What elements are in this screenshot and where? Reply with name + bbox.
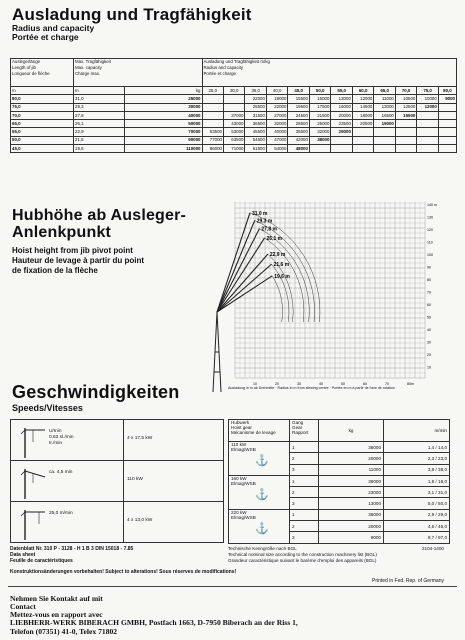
- speed-left-value: 4 x 13,0 kW: [127, 518, 153, 523]
- hook-height-curve: [272, 276, 282, 322]
- contact-line-4: LIEBHERR-WERK BIBERACH GMBH, Postfach 1663, D-7950 Biberach an der Riss 1,: [10, 618, 298, 627]
- contact-line-5: Telefon (07351) 41-0, Telex 71802: [10, 627, 118, 636]
- capacity-cell: [223, 95, 244, 103]
- hoist-gear-cell: [229, 509, 290, 543]
- bgl-code: 2104-1400: [422, 546, 444, 551]
- capacity-cell: 25000: [309, 120, 330, 128]
- jib-length: 80,0: [11, 95, 74, 103]
- gear-load: 9000: [319, 532, 384, 543]
- radius-head-0: 25,0: [202, 87, 223, 95]
- capacity-cell: 29000: [331, 128, 352, 136]
- table-row: [11, 103, 457, 111]
- y-tick-label: 30: [427, 340, 431, 345]
- capacity-cell: 63500: [202, 128, 223, 136]
- capacity-cell: 16000: [331, 103, 352, 111]
- diagram-axis-note: Ausladung in m ab Drehmitte · Radius in m from slewing centre · Portée en m à partir de l'axe de rotation: [228, 386, 395, 390]
- col-head-radius-de: Ausladung und Tragfähigkeit m/kg: [203, 59, 270, 64]
- gear-no: 2: [290, 521, 319, 532]
- gear-speed: 3,8 / 38,0: [384, 464, 450, 475]
- capacity-cell: 35500: [288, 128, 309, 136]
- contact-line-3: Mettez-vous en rapport avec: [10, 610, 103, 619]
- gear-no: 1: [290, 509, 319, 520]
- y-tick-label: 80: [427, 278, 431, 282]
- hook-text-fr-1: Hauteur de levage à partir du point: [12, 256, 145, 265]
- radius-head-10: 75,0: [417, 87, 438, 95]
- gear-no: 3: [290, 498, 319, 509]
- hook-title-1: Hubhöhe ab Ausleger-: [12, 207, 187, 224]
- gear-no: 3: [290, 464, 319, 475]
- capacity-cell: 14500: [352, 103, 373, 111]
- capacity-cell: 18000: [352, 111, 373, 119]
- capacity-cell: 38000: [309, 136, 330, 144]
- bgl-fr: Grandeur caractéristique suivant le barème d'emploi des appareils (BGL): [228, 558, 377, 563]
- capacity-cell: 20500: [352, 120, 373, 128]
- col-head-jib: [11, 59, 74, 87]
- speeds-right-table-wrap: [228, 419, 450, 544]
- y-tick-label: 90: [427, 265, 431, 270]
- radius-head-3: 40,0: [266, 87, 287, 95]
- y-tick-label: 140 m: [427, 203, 437, 207]
- capacity-cell: 9000: [438, 95, 456, 103]
- capacity-cell: [395, 136, 416, 144]
- capacity-cell: 63500: [223, 136, 244, 144]
- gear-head: Hubwerk Hoist gear Mécanisme de levage: [229, 420, 290, 442]
- capacity-cell: 37000: [223, 111, 244, 119]
- capacity-cell: 27000: [266, 111, 287, 119]
- speeds-subtitle: Speeds/Vitesses: [12, 403, 83, 413]
- capacity-cell: [438, 145, 456, 153]
- capacity-cell: [395, 145, 416, 153]
- radius-head-9: 70,0: [395, 87, 416, 95]
- speed-left-row: [11, 420, 223, 461]
- capacity-cell: [223, 103, 244, 111]
- capacity-cell: 11000: [374, 95, 395, 103]
- max-radius: 26,1: [74, 120, 125, 128]
- hook-text-en: Hoist height from jib pivot point: [12, 246, 133, 255]
- capacity-cell: 21500: [309, 111, 330, 119]
- max-capacity: 25000: [125, 95, 202, 103]
- capacity-cell: [202, 95, 223, 103]
- max-radius: 31,0: [74, 95, 125, 103]
- col-head-jib-fr: Longueur de flèche: [12, 71, 50, 76]
- speeds-left-table: [10, 419, 224, 543]
- gear-load: 36000: [319, 442, 384, 453]
- capacity-cell: [417, 136, 438, 144]
- max-capacity: 50000: [125, 120, 202, 128]
- subtitle-en: Radius and capacity: [12, 23, 95, 33]
- jib-length: 75,0: [11, 103, 74, 111]
- capacity-cell: 15500: [288, 95, 309, 103]
- column-divider: [123, 461, 124, 501]
- capacity-cell: 19000: [266, 95, 287, 103]
- hook-title-2: Anlenkpunkt: [12, 224, 112, 241]
- max-capacity: 90000: [125, 136, 202, 144]
- table-row: [229, 509, 450, 520]
- speed-head: m/min: [384, 420, 450, 442]
- capacity-cell: 22000: [245, 95, 266, 103]
- gear-speed: 4,6 / 46,0: [384, 521, 450, 532]
- col-head-jib-en: Length of jib: [12, 65, 36, 70]
- speed-left-label: ca. 4,5 min: [49, 470, 73, 475]
- jib-label: 27,8 m: [261, 226, 277, 233]
- gear-speed: 2,9 / 29,0: [384, 509, 450, 520]
- y-tick-label: 10: [427, 365, 431, 370]
- divider: [8, 586, 457, 587]
- capacity-cell: 19500: [288, 103, 309, 111]
- unit-row: [11, 87, 457, 95]
- capacity-cell: 12000: [417, 103, 438, 111]
- radius-head-4: 45,0: [288, 87, 309, 95]
- gear-load: 36000: [319, 475, 384, 486]
- capacity-cell: [374, 145, 395, 153]
- y-tick-label: 50: [427, 315, 431, 320]
- y-tick-label: 100: [427, 253, 433, 257]
- capacity-cell: [395, 128, 416, 136]
- bgl-de: Technische Kenngröße nach BGL: [228, 546, 297, 551]
- diagram-y-ticks: [427, 203, 437, 370]
- gear-load: 20000: [319, 453, 384, 464]
- capacity-cell: 54500: [245, 136, 266, 144]
- col-head-maxcap-de: Max. Tragfähigkeit: [75, 59, 111, 64]
- unit-m2: m: [74, 87, 125, 95]
- max-capacity: 110000: [125, 145, 202, 153]
- radius-head-8: 65,0: [374, 87, 395, 95]
- capacity-cell: 42000: [288, 136, 309, 144]
- col-head-radius-en: Radius and capacity: [203, 65, 244, 70]
- capacity-table-wrapper: [10, 58, 457, 153]
- col-head-maxcap: [74, 59, 203, 87]
- hook-height-curve: [265, 235, 304, 322]
- contact-line-1: Nehmen Sie Kontakt auf mit: [10, 594, 103, 603]
- capacity-cell: 43000: [223, 120, 244, 128]
- capacity-cell: 13000: [331, 95, 352, 103]
- col-head-jib-de: Auslegerlänge: [12, 59, 41, 64]
- capacity-cell: 86000: [202, 145, 223, 153]
- hoist-gear-name: 160 kW Elmag/WSB: [231, 475, 256, 486]
- gear-load: 11000: [319, 464, 384, 475]
- x-tick-label: 40: [319, 382, 323, 386]
- capacity-cell: 32000: [309, 128, 330, 136]
- hook-icon: ⚓: [255, 455, 269, 467]
- subtitle-fr: Portée et charge: [12, 32, 79, 42]
- x-tick-label: 60: [363, 382, 367, 386]
- y-tick-label: 20: [427, 353, 431, 357]
- radius-head-1: 30,0: [223, 87, 244, 95]
- capacity-cell: 16500: [374, 111, 395, 119]
- ratio-head: Gang Gear Rapport: [290, 420, 319, 442]
- gear-load: 13000: [319, 498, 384, 509]
- capacity-cell: [417, 145, 438, 153]
- datasheet-fr: Feuille de caractéristiques: [10, 558, 73, 564]
- col-head-radius-fr: Portée et charge: [203, 71, 236, 76]
- capacity-cell: 77000: [202, 136, 223, 144]
- capacity-cell: 36500: [245, 120, 266, 128]
- hook-icon: ⚓: [255, 522, 269, 535]
- hoist-gear-name: 110 kW Elmag/WSB: [231, 442, 256, 452]
- hook-icon: ⚓: [255, 488, 269, 501]
- x-tick-label: 50: [341, 382, 345, 386]
- gear-speed: 2,3 / 23,0: [384, 453, 450, 464]
- capacity-cell: [395, 120, 416, 128]
- x-tick-label: 70: [385, 382, 389, 386]
- gear-no: 2: [290, 487, 319, 498]
- jib-label: 29,3 m: [256, 218, 273, 225]
- table-row: [11, 128, 457, 136]
- capacity-cell: [202, 120, 223, 128]
- jib-length: 50,0: [11, 136, 74, 144]
- radius-head-5: 50,0: [309, 87, 330, 95]
- capacity-cell: [331, 136, 352, 144]
- datasheet-en: Data sheet: [10, 552, 36, 558]
- crane-motion-icon: [17, 463, 47, 499]
- capacity-cell: 32000: [266, 120, 287, 128]
- table-row: [11, 111, 457, 119]
- capacity-cell: 48000: [288, 145, 309, 153]
- capacity-cell: [202, 103, 223, 111]
- jib-length: 65,0: [11, 120, 74, 128]
- y-tick-label: 120: [427, 228, 433, 232]
- section-title-capacity: Ausladung und Tragfähigkeit: [12, 5, 252, 24]
- unit-m: m: [11, 87, 74, 95]
- gear-no: 3: [290, 532, 319, 543]
- col-head-radius: [202, 59, 457, 87]
- printed-note: Printed in Fed. Rep. of Germany: [372, 578, 444, 584]
- column-divider: [123, 502, 124, 542]
- capacity-cell: 15000: [309, 95, 330, 103]
- capacity-cell: 19000: [374, 120, 395, 128]
- capacity-cell: [438, 120, 456, 128]
- x-tick-label: 10: [253, 382, 257, 386]
- speed-left-row: [11, 502, 223, 542]
- capacity-cell: [417, 128, 438, 136]
- crane-motion-icon: [17, 422, 47, 458]
- capacity-cell: 54000: [266, 145, 287, 153]
- col-head-maxcap-fr: Charge max.: [75, 71, 101, 76]
- y-tick-label: 60: [427, 303, 431, 307]
- capacity-cell: 23500: [331, 120, 352, 128]
- crane-motion-icon: [17, 504, 47, 540]
- capacity-cell: [352, 128, 373, 136]
- radius-head-11: 80,0: [438, 87, 456, 95]
- gear-no: 2: [290, 453, 319, 464]
- unit-kg: kg: [125, 87, 202, 95]
- capacity-cell: 47000: [266, 136, 287, 144]
- jib-label: 22,9 m: [269, 252, 286, 259]
- table-row: [11, 95, 457, 103]
- bgl-en: Technical nominal size according to the construction machinery list (BGL): [228, 552, 377, 557]
- jib-label: 19,6 m: [274, 273, 290, 280]
- speed-left-value: 4 x 17,5 kW: [127, 436, 153, 441]
- capacity-cell: [417, 111, 438, 119]
- jib-diagram: [195, 192, 457, 400]
- kg-head: kg: [319, 420, 384, 442]
- capacity-cell: 45500: [245, 128, 266, 136]
- y-tick-label: 130: [427, 215, 433, 220]
- max-capacity: 30000: [125, 103, 202, 111]
- capacity-cell: 71000: [223, 145, 244, 153]
- capacity-cell: 17500: [309, 103, 330, 111]
- radius-head-7: 60,0: [352, 87, 373, 95]
- capacity-cell: [374, 136, 395, 144]
- capacity-cell: 12500: [395, 103, 416, 111]
- gear-speed: 9,7 / 97,0: [384, 532, 450, 543]
- capacity-cell: 22000: [266, 103, 287, 111]
- capacity-cell: [374, 128, 395, 136]
- jib-line: [217, 238, 265, 312]
- jib-line: [217, 220, 255, 312]
- y-tick-label: 70: [427, 290, 431, 295]
- capacity-cell: 15500: [395, 111, 416, 119]
- speeds-right-table: [228, 419, 450, 544]
- hoist-gear-cell: [229, 475, 290, 509]
- capacity-cell: 28500: [288, 120, 309, 128]
- gear-load: 20000: [319, 521, 384, 532]
- gear-speed: 1,4 / 14,0: [384, 442, 450, 453]
- capacity-cell: [438, 136, 456, 144]
- capacity-table: [10, 58, 457, 153]
- gear-speed: 3,1 / 31,0: [384, 487, 450, 498]
- datasheet-no: Datenblatt Nr. 310 P - 3128 - H 1 B 3 DIN 15018 - 7.85: [10, 546, 134, 552]
- capacity-cell: 53000: [223, 128, 244, 136]
- capacity-cell: 25500: [245, 103, 266, 111]
- capacity-cell: [309, 145, 330, 153]
- x-tick-label: 20: [275, 382, 279, 386]
- capacity-cell: 40000: [266, 128, 287, 136]
- capacity-cell: 10500: [395, 95, 416, 103]
- column-divider: [123, 420, 124, 460]
- gear-load: 36000: [319, 509, 384, 520]
- hoist-gear-cell: [229, 442, 290, 476]
- jib-length: 45,0: [11, 145, 74, 153]
- speed-left-label: U/min 0,63 sl./min tr./min: [49, 429, 74, 446]
- capacity-cell: [331, 145, 352, 153]
- gear-speed: 5,0 / 50,0: [384, 498, 450, 509]
- max-capacity: 70000: [125, 128, 202, 136]
- max-capacity: 40000: [125, 111, 202, 119]
- hook-text-fr-2: de fixation de la flèche: [12, 266, 98, 275]
- x-tick-label: 30: [297, 382, 301, 386]
- capacity-cell: 31500: [245, 111, 266, 119]
- radius-head-6: 55,0: [331, 87, 352, 95]
- speed-left-value: 110 kW: [127, 477, 143, 482]
- alterations-note: Konstruktionsänderungen vorbehalten! Subject to alterations! Sous réserves de modifications!: [10, 569, 237, 575]
- col-head-maxcap-en: Max. capacity: [75, 65, 102, 70]
- max-radius: 29,3: [74, 103, 125, 111]
- capacity-cell: 13000: [374, 103, 395, 111]
- gear-load: 23000: [319, 487, 384, 498]
- capacity-cell: 20000: [331, 111, 352, 119]
- capacity-cell: [352, 145, 373, 153]
- speeds-title: Geschwindigkeiten: [12, 382, 180, 402]
- capacity-cell: 10000: [417, 95, 438, 103]
- max-radius: 27,8: [74, 111, 125, 119]
- max-radius: 21,6: [74, 136, 125, 144]
- y-tick-label: 40: [427, 328, 431, 332]
- table-row: [11, 120, 457, 128]
- capacity-cell: 61500: [245, 145, 266, 153]
- hoist-gear-name: 220 kW Elmag/WSB: [231, 509, 256, 520]
- jib-label: 21,6 m: [273, 262, 290, 269]
- capacity-cell: [438, 103, 456, 111]
- crane-tower: [213, 312, 221, 392]
- jib-length: 70,0: [11, 111, 74, 119]
- x-tick-label: 80m: [407, 382, 414, 386]
- capacity-cell: [202, 111, 223, 119]
- speed-left-label: 25,0 m/min: [49, 511, 73, 516]
- speed-left-row: [11, 461, 223, 502]
- contact-line-2: Contact: [10, 602, 36, 611]
- gear-speed: 1,8 / 18,0: [384, 475, 450, 486]
- capacity-cell: [417, 120, 438, 128]
- table-row: [229, 475, 450, 486]
- radius-head-2: 35,0: [245, 87, 266, 95]
- y-tick-label: 110: [427, 240, 433, 245]
- capacity-cell: 24500: [288, 111, 309, 119]
- capacity-cell: [438, 111, 456, 119]
- capacity-cell: 12000: [352, 95, 373, 103]
- table-row: [11, 136, 457, 144]
- jib-length: 55,0: [11, 128, 74, 136]
- capacity-cell: [438, 128, 456, 136]
- capacity-cell: [352, 136, 373, 144]
- max-radius: 22,9: [74, 128, 125, 136]
- gear-no: 1: [290, 442, 319, 453]
- jib-label: 26,1 m: [266, 235, 283, 242]
- table-row: [11, 145, 457, 153]
- jib-label: 31,0 m: [251, 210, 268, 217]
- table-row: [229, 442, 450, 453]
- max-radius: 19,6: [74, 145, 125, 153]
- gear-no: 1: [290, 475, 319, 486]
